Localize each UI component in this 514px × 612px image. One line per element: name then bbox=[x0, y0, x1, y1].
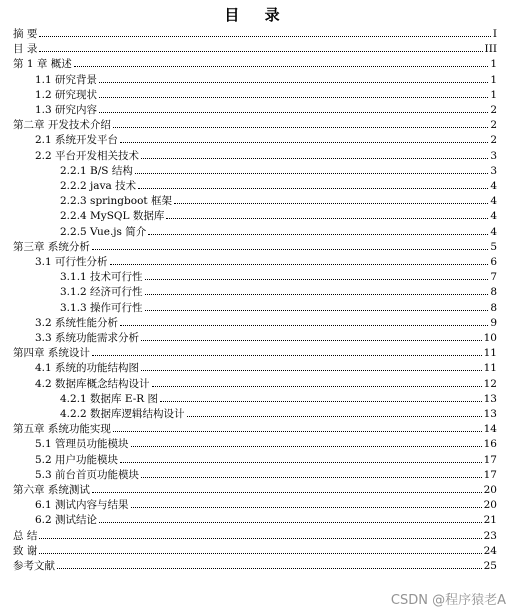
toc-entry-label: 5.2 用户功能模块 bbox=[35, 453, 119, 466]
toc-entry-label: 2.2.2 java 技术 bbox=[60, 180, 137, 192]
toc-entry-label: 2.2.3 springboot 框架 bbox=[60, 195, 172, 208]
toc-entry[interactable] bbox=[13, 119, 497, 131]
toc-entry-page: 1 bbox=[490, 88, 497, 101]
toc-entry[interactable] bbox=[60, 210, 497, 222]
toc-entry-page: 25 bbox=[483, 560, 497, 572]
toc-entry-label: 第四章 系统设计 bbox=[13, 347, 90, 360]
toc-entry-page: 4 bbox=[490, 210, 497, 223]
toc-entry-page: 16 bbox=[483, 438, 497, 451]
toc-entry-label: 2.2.4 MySQL 数据库 bbox=[60, 210, 165, 223]
toc-entry[interactable] bbox=[35, 499, 497, 511]
dot-leader bbox=[120, 325, 488, 326]
toc-entry-label: 第二章 开发技术介绍 bbox=[13, 119, 111, 132]
toc-entry-page: 20 bbox=[483, 499, 497, 512]
toc-entry[interactable] bbox=[60, 286, 497, 298]
toc-entry-page: 10 bbox=[483, 332, 497, 344]
dot-leader bbox=[39, 553, 481, 554]
dot-leader bbox=[74, 66, 489, 67]
toc-entry-label: 6.1 测试内容与结果 bbox=[35, 499, 129, 512]
toc-entry-label: 5.3 前台首页功能模块 bbox=[35, 468, 140, 481]
dot-leader bbox=[187, 416, 482, 417]
toc-entry[interactable] bbox=[35, 134, 497, 146]
dot-leader bbox=[166, 218, 488, 219]
toc-entry-page: 13 bbox=[483, 392, 497, 405]
toc-entry[interactable] bbox=[35, 332, 497, 344]
toc-entry[interactable] bbox=[35, 74, 497, 86]
toc-entry-label: 3.1 可行性分析 bbox=[35, 256, 108, 268]
toc-entry-page: 5 bbox=[490, 240, 497, 253]
dot-leader bbox=[57, 568, 482, 569]
dot-leader bbox=[145, 310, 489, 311]
toc-entry-label: 4.1 系统的功能结构图 bbox=[35, 362, 140, 375]
toc-entry-label: 第五章 系统功能实现 bbox=[13, 423, 111, 436]
dot-leader bbox=[39, 51, 482, 52]
toc-entry-label: 第六章 系统测试 bbox=[13, 484, 90, 496]
toc-entry-page: 9 bbox=[490, 316, 497, 329]
dot-leader bbox=[145, 279, 489, 280]
toc-entry-label: 2.2 平台开发相关技术 bbox=[35, 149, 140, 162]
toc-entry-label: 3.1.3 操作可行性 bbox=[60, 301, 143, 314]
toc-entry-label: 参考文献 bbox=[13, 560, 55, 572]
toc-entry[interactable] bbox=[60, 180, 497, 192]
toc-entry-page: 11 bbox=[483, 347, 497, 360]
dot-leader bbox=[113, 431, 482, 432]
dot-leader bbox=[138, 188, 488, 189]
toc-entry-label: 1.2 研究现状 bbox=[35, 88, 98, 101]
dot-leader bbox=[131, 446, 482, 447]
toc-entry[interactable] bbox=[13, 530, 497, 542]
toc-entry-page: 2 bbox=[490, 119, 497, 132]
toc-entry-label: 4.2 数据库概念结构设计 bbox=[35, 377, 150, 390]
toc-entry-label: 2.2.1 B/S 结构 bbox=[60, 164, 133, 177]
toc-entry-page: I bbox=[492, 28, 497, 40]
toc-entry[interactable] bbox=[60, 408, 497, 420]
toc-entry-page: 2 bbox=[490, 134, 497, 147]
toc-entry[interactable] bbox=[35, 150, 497, 162]
dot-leader bbox=[141, 477, 482, 478]
watermark: CSDN @程序猿老A bbox=[390, 593, 506, 608]
dot-leader bbox=[120, 142, 488, 143]
toc-entry[interactable] bbox=[60, 195, 497, 207]
toc-entry-page: 4 bbox=[490, 180, 497, 192]
toc-entry-page: 11 bbox=[483, 362, 497, 375]
dot-leader bbox=[145, 294, 489, 295]
toc-entry-label: 3.2 系统性能分析 bbox=[35, 316, 119, 329]
toc-entry-label: 3.1.2 经济可行性 bbox=[60, 286, 143, 299]
toc-entry-page: 17 bbox=[483, 453, 497, 466]
toc-entry-page: 1 bbox=[490, 58, 497, 71]
dot-leader bbox=[120, 462, 482, 463]
toc-entry[interactable] bbox=[35, 438, 497, 450]
toc-entry[interactable] bbox=[35, 104, 497, 116]
toc-entry-page: 23 bbox=[483, 529, 497, 542]
toc-entry-label: 2.1 系统开发平台 bbox=[35, 134, 119, 147]
toc-entry-page: 8 bbox=[490, 301, 497, 314]
toc-entry[interactable] bbox=[60, 302, 497, 314]
toc-entry[interactable] bbox=[35, 317, 497, 329]
toc-entry-page: 3 bbox=[490, 149, 497, 162]
toc-entry-label: 摘 要 bbox=[13, 28, 38, 40]
toc-entry-page: 1 bbox=[490, 73, 497, 86]
toc-entry-label: 3.1.1 技术可行性 bbox=[60, 271, 143, 284]
dot-leader bbox=[135, 173, 488, 174]
toc-entry-page: 7 bbox=[490, 271, 497, 284]
toc-entry[interactable] bbox=[35, 256, 497, 268]
toc-entry[interactable] bbox=[35, 454, 497, 466]
dot-leader bbox=[148, 234, 488, 235]
toc-entry-page: 8 bbox=[490, 286, 497, 299]
dot-leader bbox=[141, 340, 482, 341]
toc-entry[interactable] bbox=[35, 362, 497, 374]
toc-entry-label: 目 录 bbox=[13, 43, 38, 56]
toc-entry-label: 致 谢 bbox=[13, 544, 38, 557]
toc-entry[interactable] bbox=[35, 514, 497, 526]
toc-entry-page: 14 bbox=[483, 423, 497, 436]
toc-entry-page: 17 bbox=[483, 468, 497, 481]
toc-entry-label: 5.1 管理员功能模块 bbox=[35, 438, 129, 451]
toc-entry[interactable] bbox=[13, 58, 497, 70]
dot-leader bbox=[39, 538, 481, 539]
toc-entry-label: 3.3 系统功能需求分析 bbox=[35, 332, 140, 344]
dot-leader bbox=[99, 97, 488, 98]
toc-entry[interactable] bbox=[13, 545, 497, 557]
toc-entry-page: 12 bbox=[483, 377, 497, 390]
dot-leader bbox=[141, 158, 488, 159]
toc-entry-page: 24 bbox=[483, 544, 497, 557]
toc-entry[interactable] bbox=[13, 423, 497, 435]
toc-entry[interactable] bbox=[60, 226, 497, 238]
toc-entry-label: 1.1 研究背景 bbox=[35, 73, 98, 86]
toc-entry[interactable] bbox=[13, 560, 497, 572]
toc-entry-page: 6 bbox=[490, 256, 497, 268]
toc-entry-label: 4.2.2 数据库逻辑结构设计 bbox=[60, 408, 185, 420]
toc-entry[interactable] bbox=[60, 393, 497, 405]
toc-entry-page: III bbox=[484, 43, 497, 56]
toc-entry[interactable] bbox=[13, 241, 497, 253]
toc-entry[interactable] bbox=[13, 28, 497, 40]
toc-entry-page: 2 bbox=[490, 104, 497, 116]
toc-entry[interactable] bbox=[13, 347, 497, 359]
toc-entry-page: 4 bbox=[490, 195, 497, 208]
toc-entry[interactable] bbox=[13, 484, 497, 496]
toc-entry-label: 2.2.5 Vue.js 简介 bbox=[60, 225, 147, 238]
toc-entry-page: 4 bbox=[490, 225, 497, 238]
toc-entry-label: 第三章 系统分析 bbox=[13, 240, 90, 253]
dot-leader bbox=[92, 249, 488, 250]
toc-entry-page: 20 bbox=[483, 484, 497, 496]
toc-title: 目 录 bbox=[224, 6, 290, 24]
dot-leader bbox=[160, 401, 482, 402]
dot-leader bbox=[99, 82, 488, 83]
toc-entry-label: 1.3 研究内容 bbox=[35, 104, 98, 116]
dot-leader bbox=[131, 507, 482, 508]
dot-leader bbox=[174, 203, 488, 204]
toc-entry[interactable] bbox=[35, 378, 497, 390]
dot-leader bbox=[92, 492, 482, 493]
dot-leader bbox=[152, 386, 482, 387]
toc-entry[interactable] bbox=[35, 89, 497, 101]
toc-entry[interactable] bbox=[13, 43, 497, 55]
toc-entry[interactable] bbox=[60, 165, 497, 177]
toc-entry-label: 总 结 bbox=[13, 529, 38, 542]
dot-leader bbox=[99, 522, 482, 523]
toc-entry-page: 13 bbox=[483, 408, 497, 420]
toc-entry-label: 4.2.1 数据库 E-R 图 bbox=[60, 392, 159, 405]
dot-leader bbox=[99, 112, 488, 113]
toc-entry[interactable] bbox=[60, 271, 497, 283]
toc-entry[interactable] bbox=[35, 469, 497, 481]
toc-entry-label: 第 1 章 概述 bbox=[13, 58, 72, 71]
dot-leader bbox=[110, 264, 489, 265]
toc-entry-page: 3 bbox=[490, 164, 497, 177]
toc-entry-label: 6.2 测试结论 bbox=[35, 514, 98, 527]
dot-leader bbox=[113, 127, 488, 128]
toc-entry-page: 21 bbox=[483, 514, 497, 527]
dot-leader bbox=[39, 36, 491, 37]
dot-leader bbox=[92, 355, 482, 356]
dot-leader bbox=[141, 370, 482, 371]
